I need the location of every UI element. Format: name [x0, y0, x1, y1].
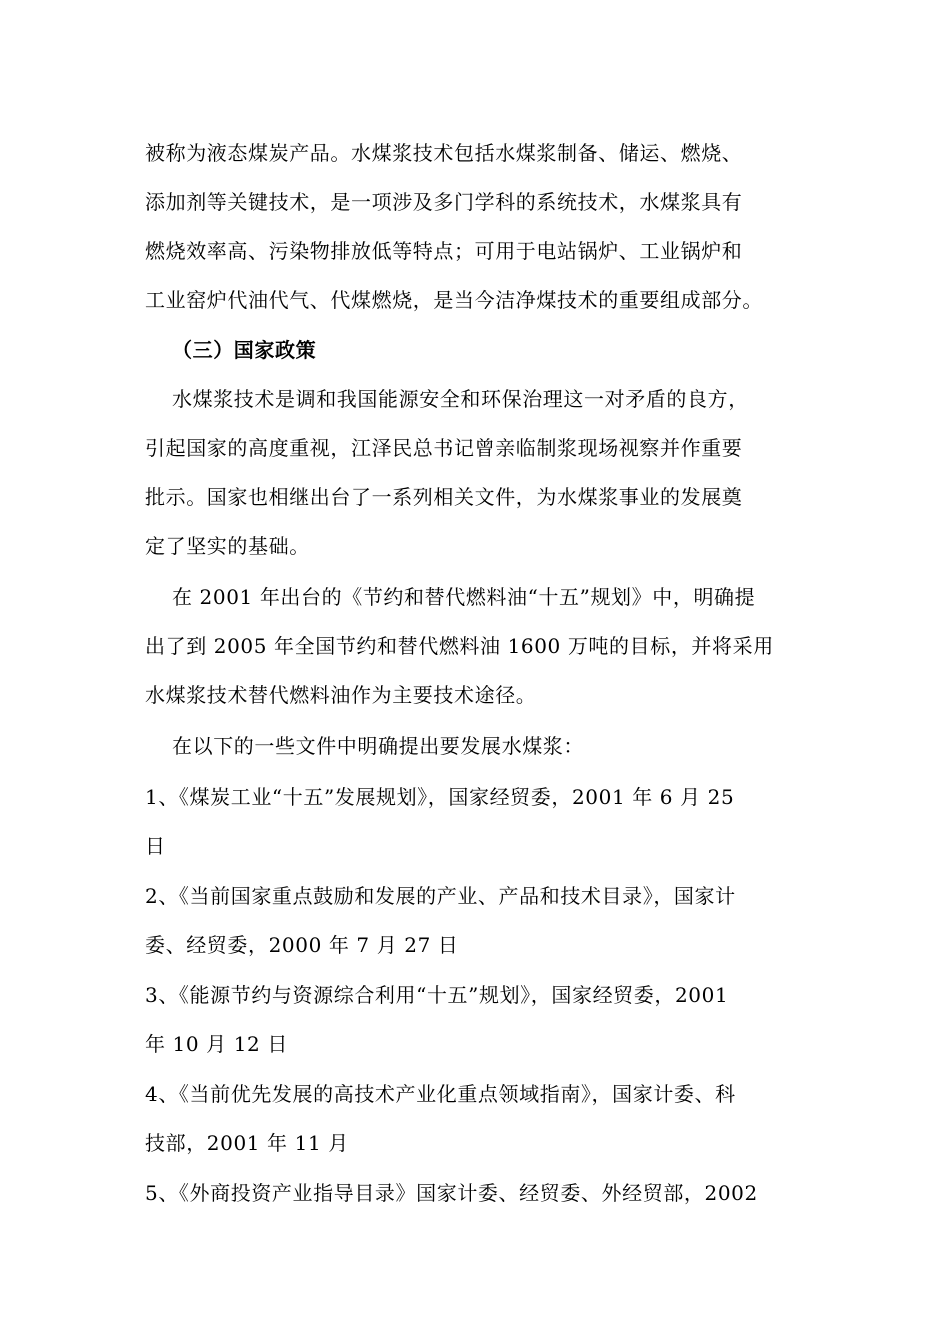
text-line: 年 10 月 12 日	[145, 1032, 288, 1056]
text-line: 在 2001 年出台的《节约和替代燃料油“十五”规划》中，明确提	[172, 585, 756, 609]
text-line: 批示。国家也相继出台了一系列相关文件，为水煤浆事业的发展奠	[145, 485, 743, 509]
text-line: 引起国家的高度重视，江泽民总书记曾亲临制浆现场视察并作重要	[145, 436, 743, 460]
text-line: 工业窑炉代油代气、代煤燃烧，是当今洁净煤技术的重要组成部分。	[145, 288, 763, 312]
section-heading: （三）国家政策	[172, 338, 317, 362]
text-line: 5、《外商投资产业指导目录》国家计委、经贸委、外经贸部，2002	[145, 1181, 758, 1205]
text-line: 在以下的一些文件中明确提出要发展水煤浆：	[172, 734, 584, 758]
text-line: 日	[145, 834, 166, 858]
text-line: 定了坚实的基础。	[145, 534, 310, 558]
text-line: 水煤浆技术替代燃料油作为主要技术途径。	[145, 683, 537, 707]
text-line: 水煤浆技术是调和我国能源安全和环保治理这一对矛盾的良方，	[172, 387, 749, 411]
text-line: 2、《当前国家重点鼓励和发展的产业、产品和技术目录》，国家计	[145, 884, 736, 908]
text-line: 添加剂等关键技术，是一项涉及多门学科的系统技术，水煤浆具有	[145, 190, 743, 214]
text-line: 被称为液态煤炭产品。水煤浆技术包括水煤浆制备、储运、燃烧、	[145, 141, 743, 165]
text-line: 1、《煤炭工业“十五”发展规划》，国家经贸委，2001 年 6 月 25	[145, 785, 735, 809]
text-line: 技部，2001 年 11 月	[145, 1131, 349, 1155]
text-line: 燃烧效率高、污染物排放低等特点；可用于电站锅炉、工业锅炉和	[145, 239, 743, 263]
text-line: 4、《当前优先发展的高技术产业化重点领域指南》，国家计委、科	[145, 1082, 736, 1106]
text-line: 3、《能源节约与资源综合利用“十五”规划》，国家经贸委，2001	[145, 983, 729, 1007]
text-line: 委、经贸委，2000 年 7 月 27 日	[145, 933, 459, 957]
text-line: 出了到 2005 年全国节约和替代燃料油 1600 万吨的目标，并将采用	[145, 634, 774, 658]
